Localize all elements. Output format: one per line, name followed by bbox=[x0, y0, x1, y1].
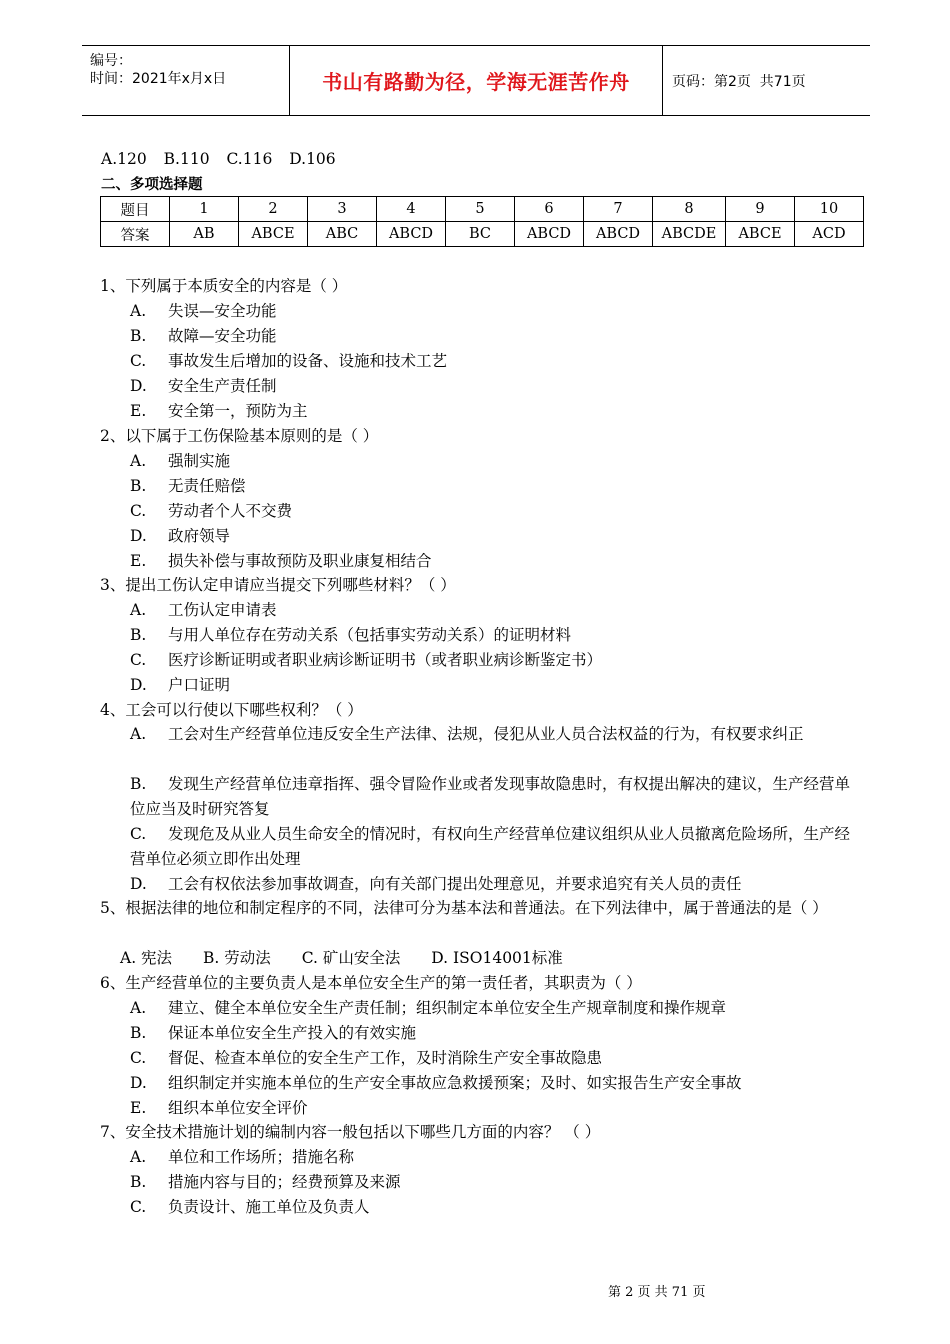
table-cell: 7 bbox=[584, 197, 653, 222]
option-item bbox=[130, 822, 864, 872]
option: C. 矿山安全法 bbox=[301, 949, 401, 967]
option-item bbox=[130, 874, 742, 894]
option-key: D. bbox=[130, 377, 147, 395]
table-cell: 6 bbox=[515, 197, 584, 222]
option-key: C. bbox=[130, 651, 147, 669]
option-item bbox=[130, 1197, 370, 1217]
table-cell: 4 bbox=[377, 197, 446, 222]
question-4: 4、工会可以行使以下哪些权利？（ ） bbox=[100, 701, 363, 719]
option-key: D. bbox=[130, 1074, 147, 1092]
table-cell: ABCE bbox=[239, 222, 308, 247]
table-cell: ACD bbox=[795, 222, 864, 247]
table-cell: 9 bbox=[726, 197, 795, 222]
option-key: E. bbox=[130, 1099, 147, 1117]
option: D. ISO14001标准 bbox=[431, 949, 563, 967]
option-text: 劳动者个人不交费 bbox=[168, 502, 293, 520]
table-cell: ABCE bbox=[726, 222, 795, 247]
table-cell: ABCD bbox=[377, 222, 446, 247]
option-text: 户口证明 bbox=[168, 676, 231, 694]
option-text: 强制实施 bbox=[168, 452, 231, 470]
table-cell: ABC bbox=[308, 222, 377, 247]
table-cell: ABCDE bbox=[653, 222, 726, 247]
question-6: 6、生产经营单位的主要负责人是本单位安全生产的第一责任者，其职责为（ ） bbox=[100, 974, 642, 992]
option-key: A. bbox=[130, 1148, 147, 1166]
option-text: 与用人单位存在劳动关系（包括事实劳动关系）的证明材料 bbox=[168, 626, 572, 644]
row-label: 答案 bbox=[101, 222, 170, 247]
option-key: B. bbox=[130, 1024, 147, 1042]
number-label: 编号： bbox=[90, 53, 132, 69]
option-text: 损失补偿与事故预防及职业康复相结合 bbox=[168, 552, 432, 570]
table-cell: 8 bbox=[653, 197, 726, 222]
option-text: 工会对生产经营单位违反安全生产法律、法规，侵犯从业人员合法权益的行为，有权要求纠正 bbox=[168, 725, 804, 743]
question-5-options bbox=[120, 948, 589, 968]
option-key: C. bbox=[130, 1198, 147, 1216]
option-text: 组织本单位安全评价 bbox=[168, 1099, 308, 1117]
option: A.120 bbox=[101, 150, 147, 168]
option-item bbox=[130, 376, 277, 396]
question-2: 2、以下属于工伤保险基本原则的是（ ） bbox=[100, 427, 379, 445]
option-item bbox=[130, 501, 292, 521]
option-text: 安全生产责任制 bbox=[168, 377, 277, 395]
option-key: C. bbox=[130, 1049, 147, 1067]
table-cell: AB bbox=[170, 222, 239, 247]
option: A. 宪法 bbox=[120, 949, 173, 967]
option-key: D. bbox=[130, 527, 147, 545]
option-text: 医疗诊断证明或者职业病诊断证明书（或者职业病诊断鉴定书） bbox=[168, 651, 603, 669]
option-text: 发现生产经营单位违章指挥、强令冒险作业或者发现事故隐患时，有权提出解决的建议，生产经营单位应当及时研究答复 bbox=[130, 775, 851, 818]
question-5: 5、根据法律的地位和制定程序的不同，法律可分为基本法和普通法。在下列法律中，属于普通法的是（ ） bbox=[100, 899, 828, 917]
table-cell: ABCD bbox=[584, 222, 653, 247]
option-key: B. bbox=[130, 775, 147, 793]
option: C.116 bbox=[226, 150, 273, 168]
option-text: 事故发生后增加的设备、设施和技术工艺 bbox=[168, 352, 448, 370]
option-item bbox=[130, 401, 308, 421]
question-1: 1、下列属于本质安全的内容是（ ） bbox=[100, 277, 348, 295]
option-key: A. bbox=[130, 302, 147, 320]
option-key: C. bbox=[130, 502, 147, 520]
option-key: A. bbox=[130, 999, 147, 1017]
option-text: 故障—安全功能 bbox=[168, 327, 277, 345]
option: B.110 bbox=[163, 150, 210, 168]
option-key: A. bbox=[130, 452, 147, 470]
option-text: 单位和工作场所；措施名称 bbox=[168, 1148, 355, 1166]
option-item bbox=[130, 351, 447, 371]
header-motto: 书山有路勤为径，学海无涯苦作舟 bbox=[290, 46, 663, 115]
option-item bbox=[130, 526, 230, 546]
option-text: 保证本单位安全生产投入的有效实施 bbox=[168, 1024, 417, 1042]
option-text: 无责任赔偿 bbox=[168, 477, 246, 495]
option-text: 政府领导 bbox=[168, 527, 231, 545]
option-item bbox=[130, 551, 432, 571]
header-meta bbox=[82, 46, 290, 115]
option-key: B. bbox=[130, 626, 147, 644]
table-cell: 1 bbox=[170, 197, 239, 222]
option-text: 工伤认定申请表 bbox=[168, 601, 277, 619]
option-item bbox=[130, 1147, 354, 1167]
option-key: A. bbox=[130, 725, 147, 743]
option-key: D. bbox=[130, 676, 147, 694]
option-item bbox=[130, 1172, 401, 1192]
table-cell: BC bbox=[446, 222, 515, 247]
option-text: 组织制定并实施本单位的生产安全事故应急救援预案；及时、如实报告生产安全事故 bbox=[168, 1074, 742, 1092]
option-key: E. bbox=[130, 552, 147, 570]
option-item bbox=[130, 600, 277, 620]
question-3: 3、提出工伤认定申请应当提交下列哪些材料？（ ） bbox=[100, 576, 456, 594]
section-title: 二、多项选择题 bbox=[101, 177, 203, 193]
option-item bbox=[130, 301, 277, 321]
option-key: B. bbox=[130, 1173, 147, 1191]
option-item bbox=[130, 772, 864, 822]
option-key: B. bbox=[130, 477, 147, 495]
page-header bbox=[82, 45, 870, 116]
option-item bbox=[130, 1073, 742, 1093]
option-item bbox=[130, 326, 277, 346]
question-7: 7、安全技术措施计划的编制内容一般包括以下哪些几方面的内容？ （ ） bbox=[100, 1123, 601, 1141]
option-item bbox=[130, 722, 864, 747]
option-text: 督促、检查本单位的安全生产工作，及时消除生产安全事故隐患 bbox=[168, 1049, 603, 1067]
table-row-numbers bbox=[101, 197, 864, 222]
time-label: 时间：2021年x月x日 bbox=[90, 71, 227, 87]
option-key: B. bbox=[130, 327, 147, 345]
option-key: C. bbox=[130, 352, 147, 370]
option-key: D. bbox=[130, 875, 147, 893]
option-item bbox=[130, 1023, 416, 1043]
option-item bbox=[130, 998, 726, 1018]
option-text: 负责设计、施工单位及负责人 bbox=[168, 1198, 370, 1216]
table-cell: 5 bbox=[446, 197, 515, 222]
option-item bbox=[130, 451, 230, 471]
option-item bbox=[130, 650, 602, 670]
table-cell: ABCD bbox=[515, 222, 584, 247]
row-label: 题目 bbox=[101, 197, 170, 222]
header-page-info: 页码：第2页 共71页 bbox=[672, 73, 806, 90]
previous-question-options bbox=[101, 149, 348, 169]
option-text: 建立、健全本单位安全生产责任制；组织制定本单位安全生产规章制度和操作规章 bbox=[168, 999, 727, 1017]
option-item bbox=[130, 675, 230, 695]
option-item bbox=[130, 625, 571, 645]
table-cell: 3 bbox=[308, 197, 377, 222]
option-key: E. bbox=[130, 402, 147, 420]
option-item bbox=[130, 1048, 602, 1068]
table-row-answers bbox=[101, 222, 864, 247]
option-item bbox=[130, 476, 246, 496]
option-text: 失误—安全功能 bbox=[168, 302, 277, 320]
option-text: 安全第一，预防为主 bbox=[168, 402, 308, 420]
option-text: 措施内容与目的；经费预算及来源 bbox=[168, 1173, 401, 1191]
table-cell: 2 bbox=[239, 197, 308, 222]
table-cell: 10 bbox=[795, 197, 864, 222]
option-key: C. bbox=[130, 825, 147, 843]
option: D.106 bbox=[289, 150, 336, 168]
answer-table bbox=[100, 196, 864, 247]
option-item bbox=[130, 1098, 308, 1118]
option: B. 劳动法 bbox=[203, 949, 271, 967]
option-key: A. bbox=[130, 601, 147, 619]
page-footer: 第 2 页 共 71 页 bbox=[608, 1285, 706, 1300]
option-text: 发现危及从业人员生命安全的情况时，有权向生产经营单位建议组织从业人员撤离危险场所，生产经营单位必须立即作出处理 bbox=[130, 825, 851, 868]
option-text: 工会有权依法参加事故调查，向有关部门提出处理意见，并要求追究有关人员的责任 bbox=[168, 875, 742, 893]
